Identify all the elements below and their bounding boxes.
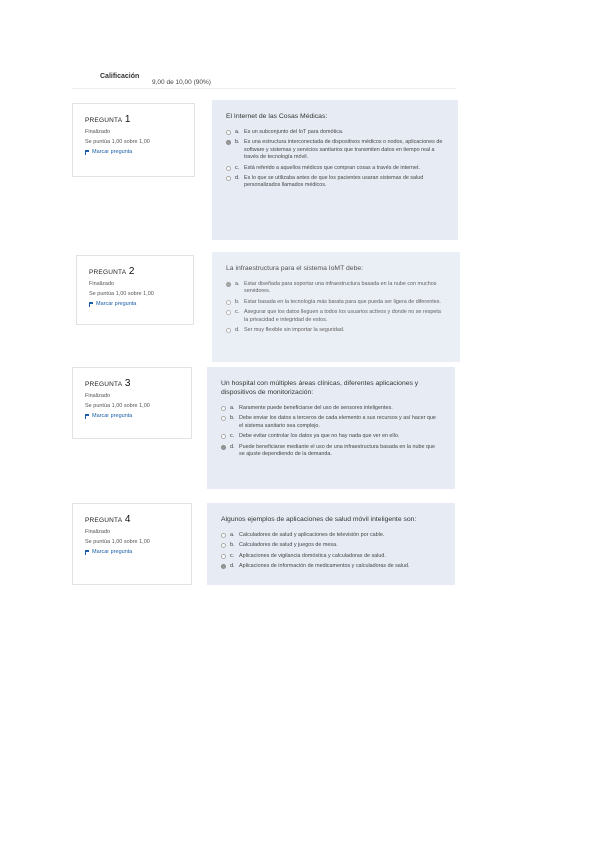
question-score: Se puntúa 1,00 sobre 1,00	[85, 539, 150, 545]
flag-icon	[85, 150, 90, 155]
question-score: Se puntúa 1,00 sobre 1,00	[89, 291, 154, 297]
answer-option[interactable]: a. Es un subconjunto del IoT para domótica.	[226, 129, 444, 136]
radio-button[interactable]	[226, 310, 231, 315]
radio-button[interactable]	[221, 434, 226, 439]
answer-option[interactable]: c. Está referido a aquellos médicos que compran cosas a través de internet.	[226, 165, 444, 172]
answer-option[interactable]: b. Calculadores de salud y juegos de mesa.	[221, 542, 441, 549]
flag-question-link[interactable]: Marcar pregunta	[85, 149, 182, 155]
radio-button[interactable]	[221, 564, 226, 569]
flag-question-link[interactable]: Marcar pregunta	[85, 549, 179, 555]
flag-question-link[interactable]: Marcar pregunta	[85, 413, 179, 419]
question-number: PREGUNTA 4	[85, 514, 131, 525]
answer-option[interactable]: d. Puede beneficiarse mediante el uso de una infraestructura basada en la nube que se ajuste dependiendo de la demanda.	[221, 444, 441, 459]
question-number: PREGUNTA 3	[85, 378, 131, 389]
grade-value: 9,00 de 10,00 (90%)	[152, 79, 211, 86]
answer-option[interactable]: a. Estar diseñada para soportar una infraestructura basada en la nube con muchos servidores.	[226, 281, 446, 296]
radio-button[interactable]	[226, 328, 231, 333]
question-info-4	[72, 503, 192, 585]
radio-button[interactable]	[226, 176, 231, 181]
answer-option[interactable]: d. Es lo que se utilizaba antes de que los pacientes usaran sistemas de salud personalizados llamados médicos.	[226, 175, 444, 190]
flag-question-link[interactable]: Marcar pregunta	[89, 301, 181, 307]
radio-button[interactable]	[226, 300, 231, 305]
answer-option[interactable]: c. Aplicaciones de vigilancia domóstica y calculadoras de salud.	[221, 553, 441, 560]
question-score: Se puntúa 1,00 sobre 1,00	[85, 403, 150, 409]
question-status: Finalizado	[85, 129, 111, 135]
flag-icon	[85, 414, 90, 419]
question-info-1	[72, 103, 195, 177]
radio-button[interactable]	[226, 282, 231, 287]
answer-option[interactable]: d. Aplicaciones de información de medicamentos y calculadoras de salud.	[221, 563, 441, 570]
radio-button[interactable]	[226, 130, 231, 135]
radio-button[interactable]	[226, 140, 231, 145]
question-text: Algunos ejemplos de aplicaciones de salud móvil inteligente son:	[221, 516, 417, 523]
answer-option[interactable]: b. Es una estructura interconectada de dispositivos médicos o nodos, aplicaciones de software y sistemas y servicios sanitarios que transmiten datos en tiempo real a través de tecnología móvil.	[226, 139, 444, 161]
flag-icon	[85, 550, 90, 555]
grade-label: Calificación	[100, 73, 140, 80]
question-content-3	[207, 367, 455, 489]
question-text: Un hospital con múltiples áreas clínicas, diferentes aplicaciones y dispositivos de monitorización:	[221, 380, 419, 396]
radio-button[interactable]	[221, 543, 226, 548]
question-content-4	[207, 503, 455, 585]
radio-button[interactable]	[221, 406, 226, 411]
question-info-3	[72, 367, 192, 439]
answer-option[interactable]: c. Debe evitar controlar los datos ya que no hay nada que ver en ello.	[221, 433, 441, 440]
answer-option[interactable]: d. Ser muy flexible sin importar la seguridad.	[226, 327, 446, 334]
radio-button[interactable]	[221, 416, 226, 421]
answer-option[interactable]: b. Debe enviar los datos a terceros de cada elemento a sus recursos y así hacer que el sistema sanitario sea complejo.	[221, 415, 441, 430]
question-text: La infraestructura para el sistema IoMT debe:	[226, 265, 364, 272]
answer-option[interactable]: a. Calculadores de salud y aplicaciones de televisión por cable.	[221, 532, 441, 539]
flag-icon	[89, 302, 94, 307]
answer-option[interactable]: a. Raramente puede beneficiarse del uso de sensores inteligentes.	[221, 405, 441, 412]
question-content-1	[212, 100, 458, 240]
question-score: Se puntúa 1,00 sobre 1,00	[85, 139, 150, 145]
question-text: El Internet de las Cosas Médicas:	[226, 113, 328, 120]
question-number: PREGUNTA 2	[89, 266, 135, 277]
answer-option[interactable]: b. Estar basada en la tecnología más barata para que pueda ser ligera de diferentes.	[226, 299, 446, 306]
radio-button[interactable]	[221, 445, 226, 450]
radio-button[interactable]	[226, 166, 231, 171]
grade-summary	[72, 70, 456, 89]
question-info-2	[76, 255, 194, 325]
question-status: Finalizado	[85, 529, 111, 535]
question-number: PREGUNTA 1	[85, 114, 131, 125]
question-status: Finalizado	[89, 281, 115, 287]
question-content-2	[212, 252, 460, 362]
answer-option[interactable]: c. Asegurar que los datos lleguen a todos los usuarios activos y donde no se respeta la privacidad e integridad de estos.	[226, 309, 446, 324]
question-status: Finalizado	[85, 393, 111, 399]
radio-button[interactable]	[221, 533, 226, 538]
radio-button[interactable]	[221, 554, 226, 559]
